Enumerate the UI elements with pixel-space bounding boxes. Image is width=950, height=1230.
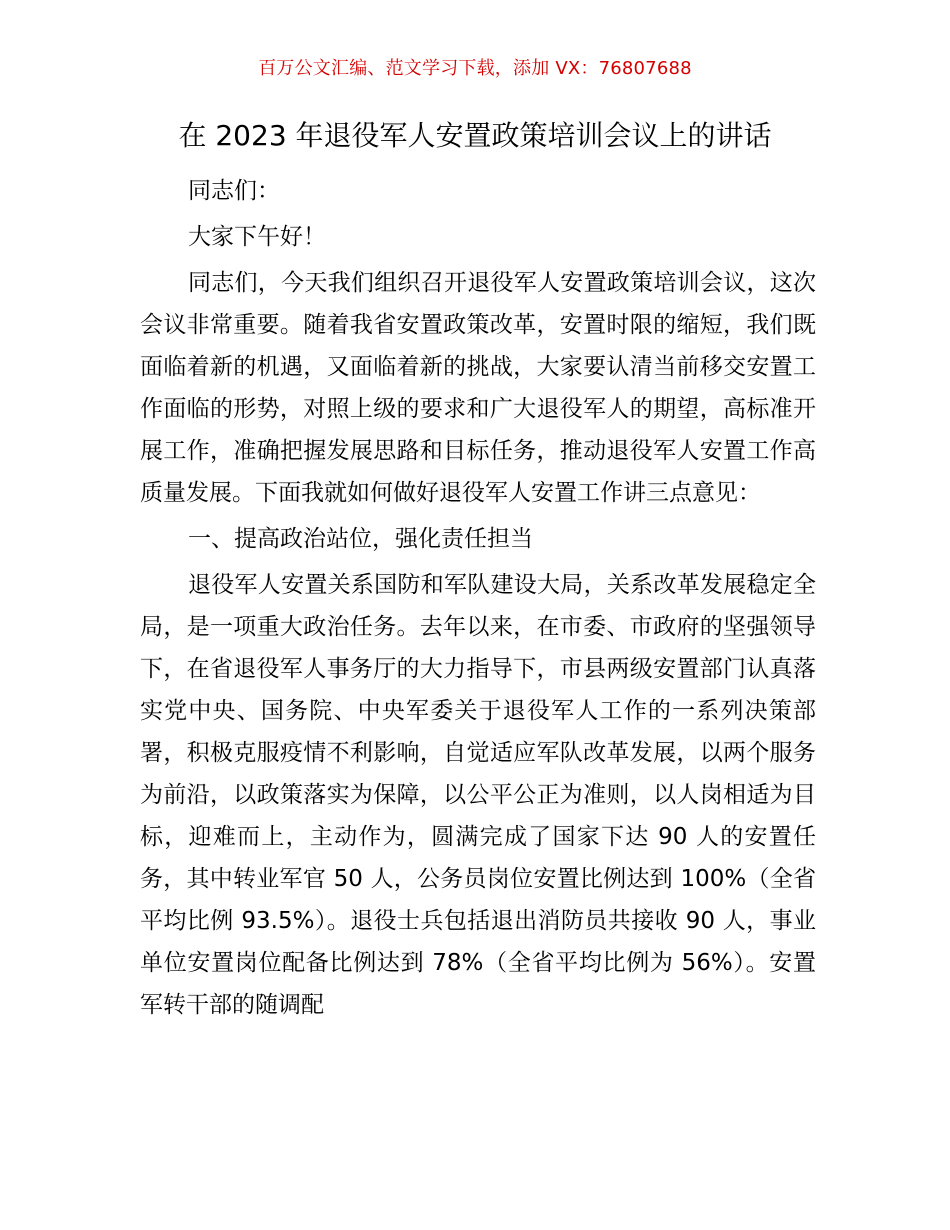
salutation: 同志们： bbox=[188, 178, 280, 204]
document-body bbox=[140, 170, 816, 1026]
document-title: 在 2023 年退役军人安置政策培训会议上的讲话 bbox=[178, 119, 772, 152]
section-1-paragraph: 退役军人安置关系国防和军队建设大局，关系改革发展稳定全局，是一项重大政治任务。去年以来，在市委、市政府的坚强领导下，在省退役军人事务厅的大力指导下，市县两级安置部门认真落实党中央、国务院、中央军委关于退役军人工作的一系列决策部署，积极克服疫情不利影响，自觉适应军队改革发展，以两个服务为前沿，以政策落实为保障，以公平公正为准则，以人岗相适为目标，迎难而上，主动作为，圆满完成了国家下达 90 人的安置任务，其中转业军官 50 人，公务员岗位安置比例达到 100%（全省平均比例 93.5%）。退役士兵包括退出消防员共接收 90 人，事业单位安置岗位配备比例达到 78%（全省平均比例为 56%）。安置军转干部的随调配 bbox=[140, 572, 816, 1018]
section-heading-1: 一、提高政治站位，强化责任担当 bbox=[188, 526, 533, 552]
intro-paragraph: 同志们，今天我们组织召开退役军人安置政策培训会议，这次会议非常重要。随着我省安置政策改革，安置时限的缩短，我们既面临着新的机遇，又面临着新的挑战，大家要认清当前移交安置工作面临的形势，对照上级的要求和广大退役军人的期望，高标准开展工作，准确把握发展思路和目标任务，推动退役军人安置工作高质量发展。下面我就如何做好退役军人安置工作讲三点意见： bbox=[140, 270, 816, 506]
greeting: 大家下午好！ bbox=[188, 224, 326, 250]
header-watermark-note: 百万公文汇编、范文学习下载，添加 VX：76807688 bbox=[258, 58, 692, 79]
